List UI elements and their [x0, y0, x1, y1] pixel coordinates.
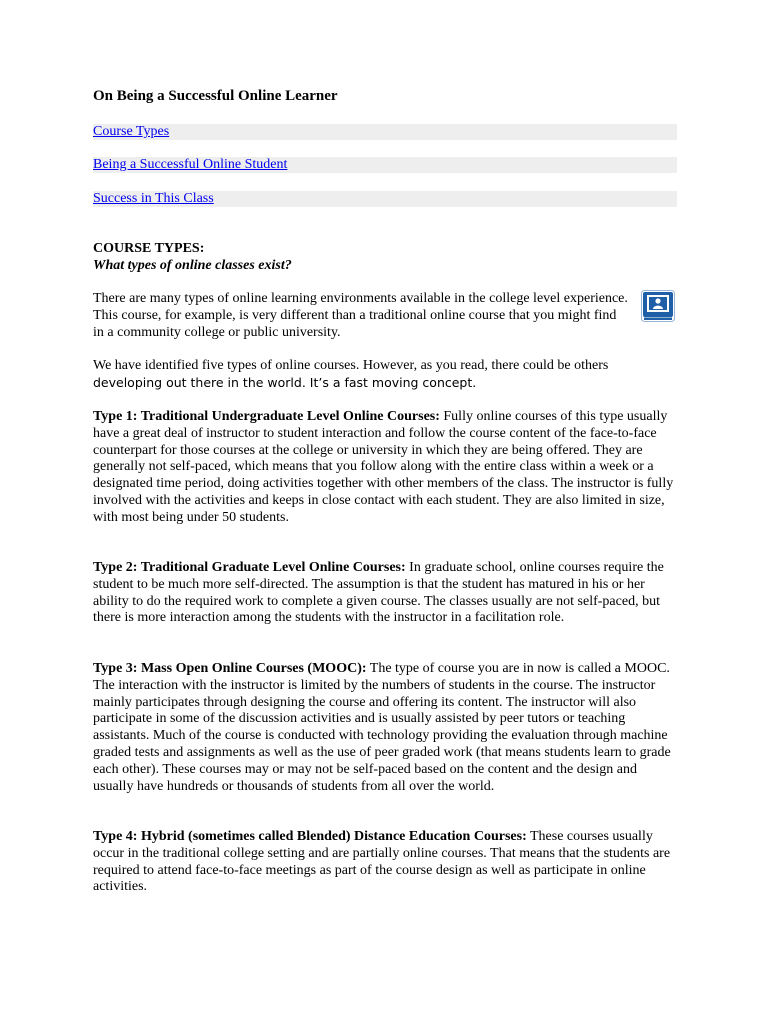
section-subheading: What types of online classes exist?	[93, 258, 292, 273]
link-course-types[interactable]: Course Types	[93, 124, 170, 139]
online-course-icon	[641, 290, 675, 322]
type-4-paragraph	[93, 829, 678, 896]
type-1-label: Type 1: Traditional Undergraduate Level Online Courses:	[93, 409, 440, 424]
type-2-paragraph	[93, 560, 678, 627]
type-4-text: These courses usually occur in the traditional college setting and are partially online courses. That means that the students are required to attend face-to-face meetings as part of the course design as well as participate in online activities.	[93, 829, 671, 895]
type-2-text: In graduate school, online courses require the student to be much more self-directed. The assumption is that the student has matured in his or her ability to do the required work to complete a given course. The classes usually are not self-paced, but there is more interaction among the students with the instructor in a facilitation role.	[93, 560, 664, 626]
type-3-paragraph	[93, 661, 678, 795]
type-3-text: The type of course you are in now is called a MOOC. The interaction with the instructor is limited by the numbers of students in the course. The instructor mainly participates through designing the course and offering its content. The instructor will also participate in some of the discussion activities and is usually assisted by peer tutors or teaching assistants. Much of the course is conducted with technology providing the evaluation through machine graded tests and assignments as well as the use of peer graded work (that means students learn to grade each other). These courses may or may not be self-paced based on the content and the design and usually have hundreds or thousands of students from all over the world.	[93, 661, 671, 794]
nav-link-row-course-types	[93, 124, 677, 140]
five-types-paragraph	[93, 358, 678, 393]
type-3-label: Type 3: Mass Open Online Courses (MOOC):	[93, 661, 367, 676]
nav-link-row-successful-student	[93, 157, 677, 173]
section-heading: COURSE TYPES:	[93, 241, 205, 256]
five-types-tail: developing out there in the world. It’s a fast moving concept.	[93, 374, 477, 390]
type-1-text: Fully online courses of this type usually have a great deal of instructor to student interaction and follow the course content of the face-to-face counterpart for those courses at the college or university in which they are being offered. They are generally not self-paced, which means that you follow along with the entire class within a week or a designated time period, doing activities together with other members of the class. The instructor is fully involved with the activities and keeps in close contact with each student. They are also limited in size, with most being under 50 students.	[93, 409, 674, 525]
type-1-paragraph	[93, 409, 678, 527]
intro-paragraph: There are many types of online learning environments available in the college level experience. This course, for example, is very different than a traditional online course that you might find in a community college or public university.	[93, 291, 628, 340]
document-title: On Being a Successful Online Learner	[93, 88, 338, 104]
link-successful-online-student[interactable]: Being a Successful Online Student	[93, 157, 288, 172]
five-types-text: We have identified five types of online courses. However, as you read, there could be others	[93, 358, 609, 373]
type-4-label: Type 4: Hybrid (sometimes called Blended) Distance Education Courses:	[93, 829, 527, 844]
type-2-label: Type 2: Traditional Graduate Level Online Courses:	[93, 560, 406, 575]
link-success-in-this-class[interactable]: Success in This Class	[93, 191, 214, 206]
online-course-icon-graphic	[641, 290, 675, 322]
nav-link-row-success-in-class	[93, 191, 677, 207]
